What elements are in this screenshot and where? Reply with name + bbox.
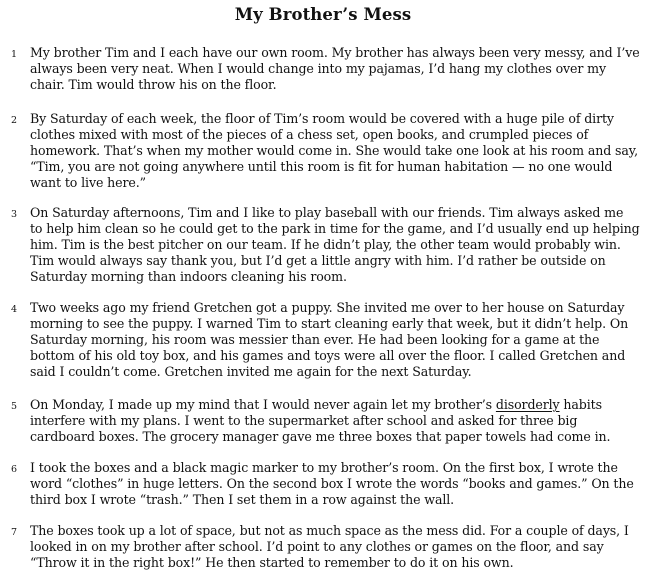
paragraph-line: Saturday morning than indoors cleaning his room. bbox=[30, 269, 347, 284]
document-title: My Brother’s Mess bbox=[234, 5, 412, 24]
paragraph-number: 3 bbox=[11, 209, 18, 220]
underlined-vocabulary-word: disorderly bbox=[495, 397, 560, 412]
paragraph-number: 4 bbox=[11, 304, 18, 315]
paragraph-line: him. Tim is the best pitcher on our team. If he didn’t play, the other team would probably win. bbox=[30, 237, 621, 252]
line-text: On Monday, I made up my mind that I would never again let my brother’s bbox=[30, 397, 496, 412]
paragraph-line: Tim would always say thank you, but I’d get a little angry with him. I’d rather be outside on bbox=[30, 253, 606, 268]
paragraph-line: cardboard boxes. The grocery manager gave me three boxes that paper towels had come in. bbox=[30, 429, 611, 444]
paragraph-line: want to live here.” bbox=[30, 175, 146, 190]
paragraph-line: clothes mixed with most of the pieces of a chess set, open books, and crumpled pieces of bbox=[30, 127, 589, 142]
paragraph-number: 7 bbox=[11, 527, 18, 538]
paragraph-number: 2 bbox=[11, 115, 18, 126]
paragraph-line: On Saturday afternoons, Tim and I like to play baseball with our friends. Tim always asked me bbox=[30, 205, 624, 220]
paragraph-line: third box I wrote “trash.” Then I set them in a row against the wall. bbox=[30, 492, 455, 507]
paragraph-line: “Tim, you are not going anywhere until this room is fit for human habitation — no one would bbox=[30, 159, 613, 174]
paragraph-line: Two weeks ago my friend Gretchen got a puppy. She invited me over to her house on Saturday bbox=[30, 300, 625, 315]
paragraph-line: bottom of his old toy box, and his games and toys were all over the floor. I called Gretchen and bbox=[30, 348, 626, 363]
paragraph-line: looked in on my brother after school. I’d point to any clothes or games on the floor, and say bbox=[30, 539, 604, 554]
paragraph-number: 6 bbox=[11, 464, 18, 475]
paragraph-number: 1 bbox=[11, 49, 18, 60]
paragraph-line: By Saturday of each week, the floor of Tim’s room would be covered with a huge pile of dirty bbox=[30, 111, 614, 126]
paragraph-line: I took the boxes and a black magic marker to my brother’s room. On the first box, I wrote the bbox=[30, 460, 618, 475]
line-text: habits bbox=[559, 397, 602, 412]
paragraph-line: My brother Tim and I each have our own room. My brother has always been very messy, and I’ve bbox=[30, 45, 640, 60]
paragraph-line: word “clothes” in huge letters. On the second box I wrote the words “books and games.” On the bbox=[30, 476, 634, 491]
paragraph-line: to help him clean so he could get to the park in time for the game, and I’d usually end up helping bbox=[30, 221, 640, 236]
paragraph-line: always been very neat. When I would change into my pajamas, I’d hang my clothes over my bbox=[30, 61, 606, 76]
paragraph-line: chair. Tim would throw his on the floor. bbox=[30, 77, 277, 92]
paragraph-number: 5 bbox=[11, 401, 18, 412]
paragraph-line: Saturday morning, his room was messier than ever. He had been looking for a game at the bbox=[30, 332, 600, 347]
paragraph-line: morning to see the puppy. I warned Tim to start cleaning early that week, but it didn’t help. On bbox=[30, 316, 629, 331]
paragraph-line: interfere with my plans. I went to the supermarket after school and asked for three big bbox=[30, 413, 578, 428]
paragraph-line bbox=[30, 397, 602, 413]
paragraph-line: homework. That’s when my mother would come in. She would take one look at his room and say, bbox=[30, 143, 638, 158]
paragraph-line: The boxes took up a lot of space, but not as much space as the mess did. For a couple of days, I bbox=[30, 523, 629, 538]
paragraph-line: said I couldn’t come. Gretchen invited me again for the next Saturday. bbox=[30, 364, 472, 379]
paragraph-line: “Throw it in the right box!” He then started to remember to do it on his own. bbox=[30, 555, 514, 570]
